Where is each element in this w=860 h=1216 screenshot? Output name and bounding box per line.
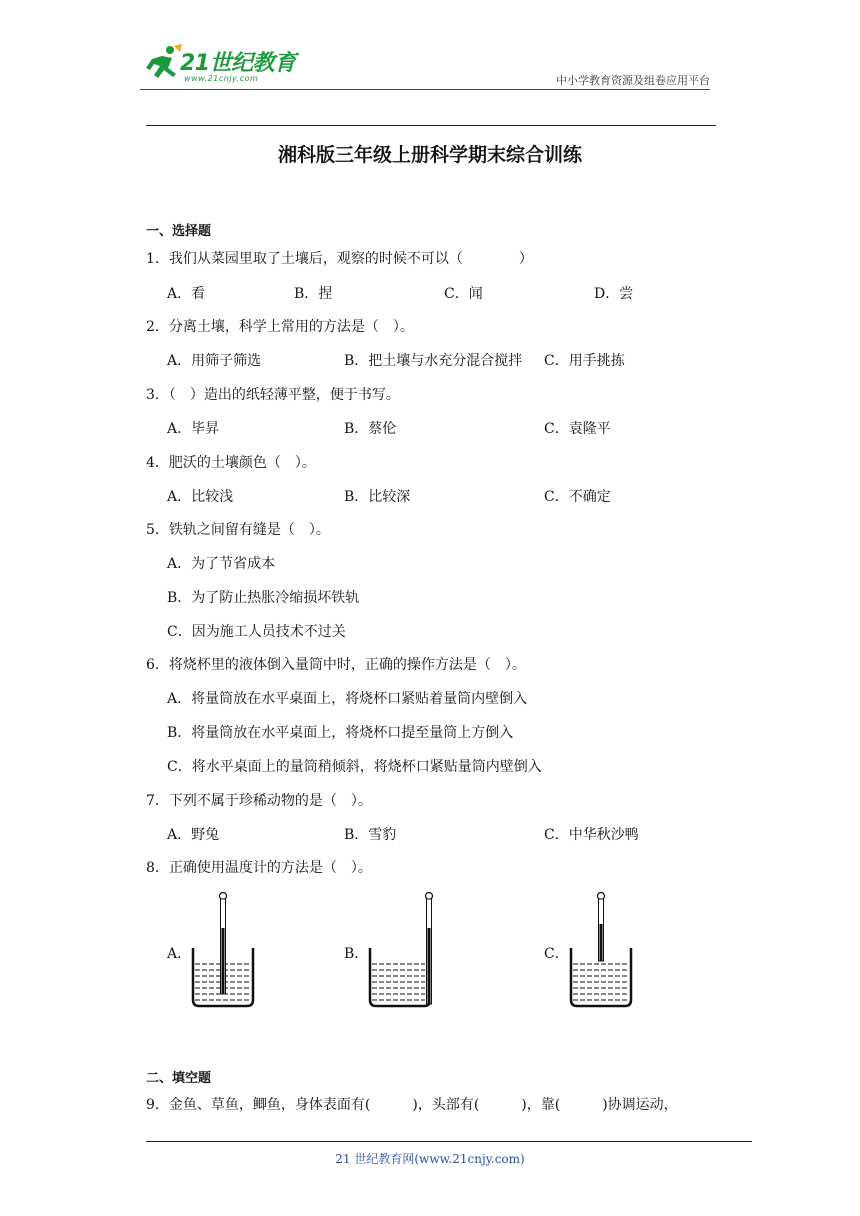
q6-option-a: A．将量筒放在水平桌面上，将烧杯口紧贴着量筒内壁倒入: [167, 691, 528, 707]
question-6: 6．将烧杯里的液体倒入量筒中时，正确的操作方法是（ ）。: [146, 657, 526, 673]
q2-option-c: C．用手挑拣: [544, 353, 625, 369]
q1-option-a: A．看: [167, 286, 206, 302]
footer-link[interactable]: 21 世纪教育网(www.21cnjy.com): [335, 1152, 525, 1166]
q6-option-c: C．将水平桌面上的量筒稍倾斜，将烧杯口紧贴量筒内壁倒入: [167, 759, 542, 775]
question-7: 7．下列不属于珍稀动物的是（ ）。: [146, 793, 372, 809]
q3-option-a: A．毕昇: [167, 421, 220, 437]
q4-option-c: C．不确定: [544, 489, 611, 505]
q4-option-b: B．比较深: [344, 489, 411, 505]
logo-text: 21世纪教育: [180, 51, 296, 76]
q2-option-a: A．用筛子筛选: [167, 353, 262, 369]
q1-option-b: B．捏: [294, 286, 333, 302]
question-1: 1．我们从菜园里取了土壤后，观察的时候不可以（ ）: [146, 251, 533, 267]
thermometer-figure-b: [367, 888, 433, 1010]
logo-url: www.21cnjy.com: [184, 74, 259, 83]
q4-option-a: A．比较浅: [167, 489, 234, 505]
q5-option-a: A．为了节省成本: [167, 556, 276, 572]
q7-option-a: A．野兔: [167, 827, 220, 843]
section-heading-choice: 一、选择题: [146, 224, 212, 239]
title-rule: [146, 125, 716, 126]
question-3: 3．（ ）造出的纸轻薄平整，便于书写。: [146, 387, 400, 403]
thermometer-figure-a: [190, 888, 256, 1010]
q5-option-b: B．为了防止热胀冷缩损坏铁轨: [167, 590, 360, 606]
q7-option-b: B．雪豹: [344, 827, 397, 843]
q5-option-c: C．因为施工人员技术不过关: [167, 624, 346, 640]
section-heading-fill: 二、填空题: [146, 1071, 212, 1086]
footer-divider: [146, 1141, 752, 1142]
q8-option-c: C．: [544, 946, 569, 962]
q3-option-c: C．袁隆平: [544, 421, 611, 437]
question-9: 9．金鱼、草鱼，鲫鱼，身体表面有( )，头部有( )，靠( )协调运动，: [146, 1097, 678, 1113]
q1-option-d: D．尝: [594, 286, 634, 302]
q1-option-c: C．闻: [444, 286, 483, 302]
question-2: 2．分离土壤，科学上常用的方法是（ ）。: [146, 319, 414, 335]
q7-option-c: C．中华秋沙鸭: [544, 827, 639, 843]
question-8: 8．正确使用温度计的方法是（ ）。: [146, 860, 372, 876]
page-header: [140, 42, 710, 90]
platform-label: 中小学教育资源及组卷应用平台: [556, 74, 710, 87]
q3-option-b: B．蔡伦: [344, 421, 397, 437]
question-5: 5．铁轨之间留有缝是（ ）。: [146, 522, 330, 538]
q8-option-b: B．: [344, 946, 369, 962]
site-logo: [140, 42, 340, 88]
runner-icon: [140, 44, 184, 84]
q2-option-b: B．把土壤与水充分混合搅拌: [344, 353, 523, 369]
header-divider: [140, 89, 710, 90]
question-4: 4．肥沃的土壤颜色（ ）。: [146, 455, 316, 471]
page-title: 湘科版三年级上册科学期末综合训练: [277, 144, 582, 166]
q8-option-a: A．: [167, 946, 192, 962]
thermometer-figure-c: [568, 888, 634, 1010]
q6-option-b: B．将量筒放在水平桌面上，将烧杯口提至量筒上方倒入: [167, 725, 514, 741]
